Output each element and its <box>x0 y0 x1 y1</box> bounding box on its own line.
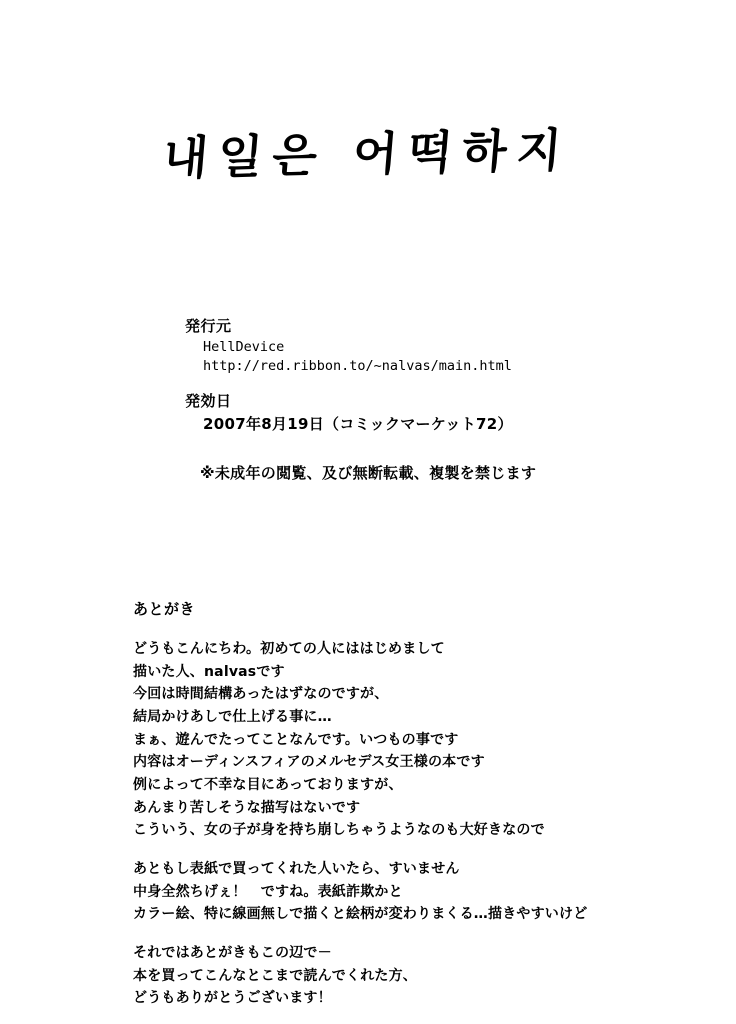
afterword-line: 本を買ってこんなとこまで読んでくれた方、 <box>133 967 417 984</box>
page-title: 내일은 어떡하지 <box>161 122 574 186</box>
circle-name: HellDevice <box>203 338 285 355</box>
afterword-line: どうもこんにちわ。初めての人にははじめまして <box>133 641 445 657</box>
afterword-line: こういう、女の子が身を持ち崩しちゃうようなのも大好きなので <box>133 822 545 839</box>
afterword-paragraph <box>133 858 713 926</box>
afterword-line: カラー絵、特に線画無しで描くと絵柄が変わりまくる…描きやすいけど <box>133 906 588 923</box>
colophon-spacer <box>185 377 685 391</box>
date-label: 発効日 <box>185 391 232 410</box>
legal-notice: ※未成年の閲覧、及び無断転載、複製を禁じます <box>200 464 537 482</box>
website-url[interactable]: http://red.ribbon.to/~nalvas/main.html <box>203 358 512 375</box>
afterword-line: どうもありがとうございます！ <box>133 990 332 1007</box>
afterword-block <box>133 598 713 1010</box>
afterword-paragraph <box>133 942 713 1010</box>
afterword-heading: あとがき <box>133 600 196 618</box>
afterword-line: 例によって不幸な目にあっておりますが、 <box>133 777 403 794</box>
afterword-line: それではあとがきもこの辺で－ <box>133 945 332 962</box>
afterword-line: 中身全然ちげぇ！ ですね。表紙詐欺かと <box>133 883 403 900</box>
afterword-line: 結局かけあしで仕上げる事に… <box>133 709 332 726</box>
afterword-line: 今回は時間結構あったはずなのですが、 <box>133 686 389 703</box>
colophon-block <box>185 316 685 435</box>
afterword-paragraph <box>133 638 713 842</box>
publisher-label: 発行元 <box>185 317 232 335</box>
afterword-line: あんまり苦しそうな描写はないです <box>133 799 361 816</box>
afterword-line: 内容はオーディンスフィアのメルセデス女王様の本です <box>133 754 485 771</box>
date-value: 2007年8月19日（コミックマーケット72） <box>203 414 513 433</box>
afterword-line: あともし表紙で買ってくれた人いたら、すいません <box>133 861 460 878</box>
afterword-line: まぁ、遊んでたってことなんです。いつもの事です <box>133 731 459 748</box>
afterword-line: 描いた人、nalvasです <box>133 663 285 680</box>
title-block <box>0 118 736 184</box>
